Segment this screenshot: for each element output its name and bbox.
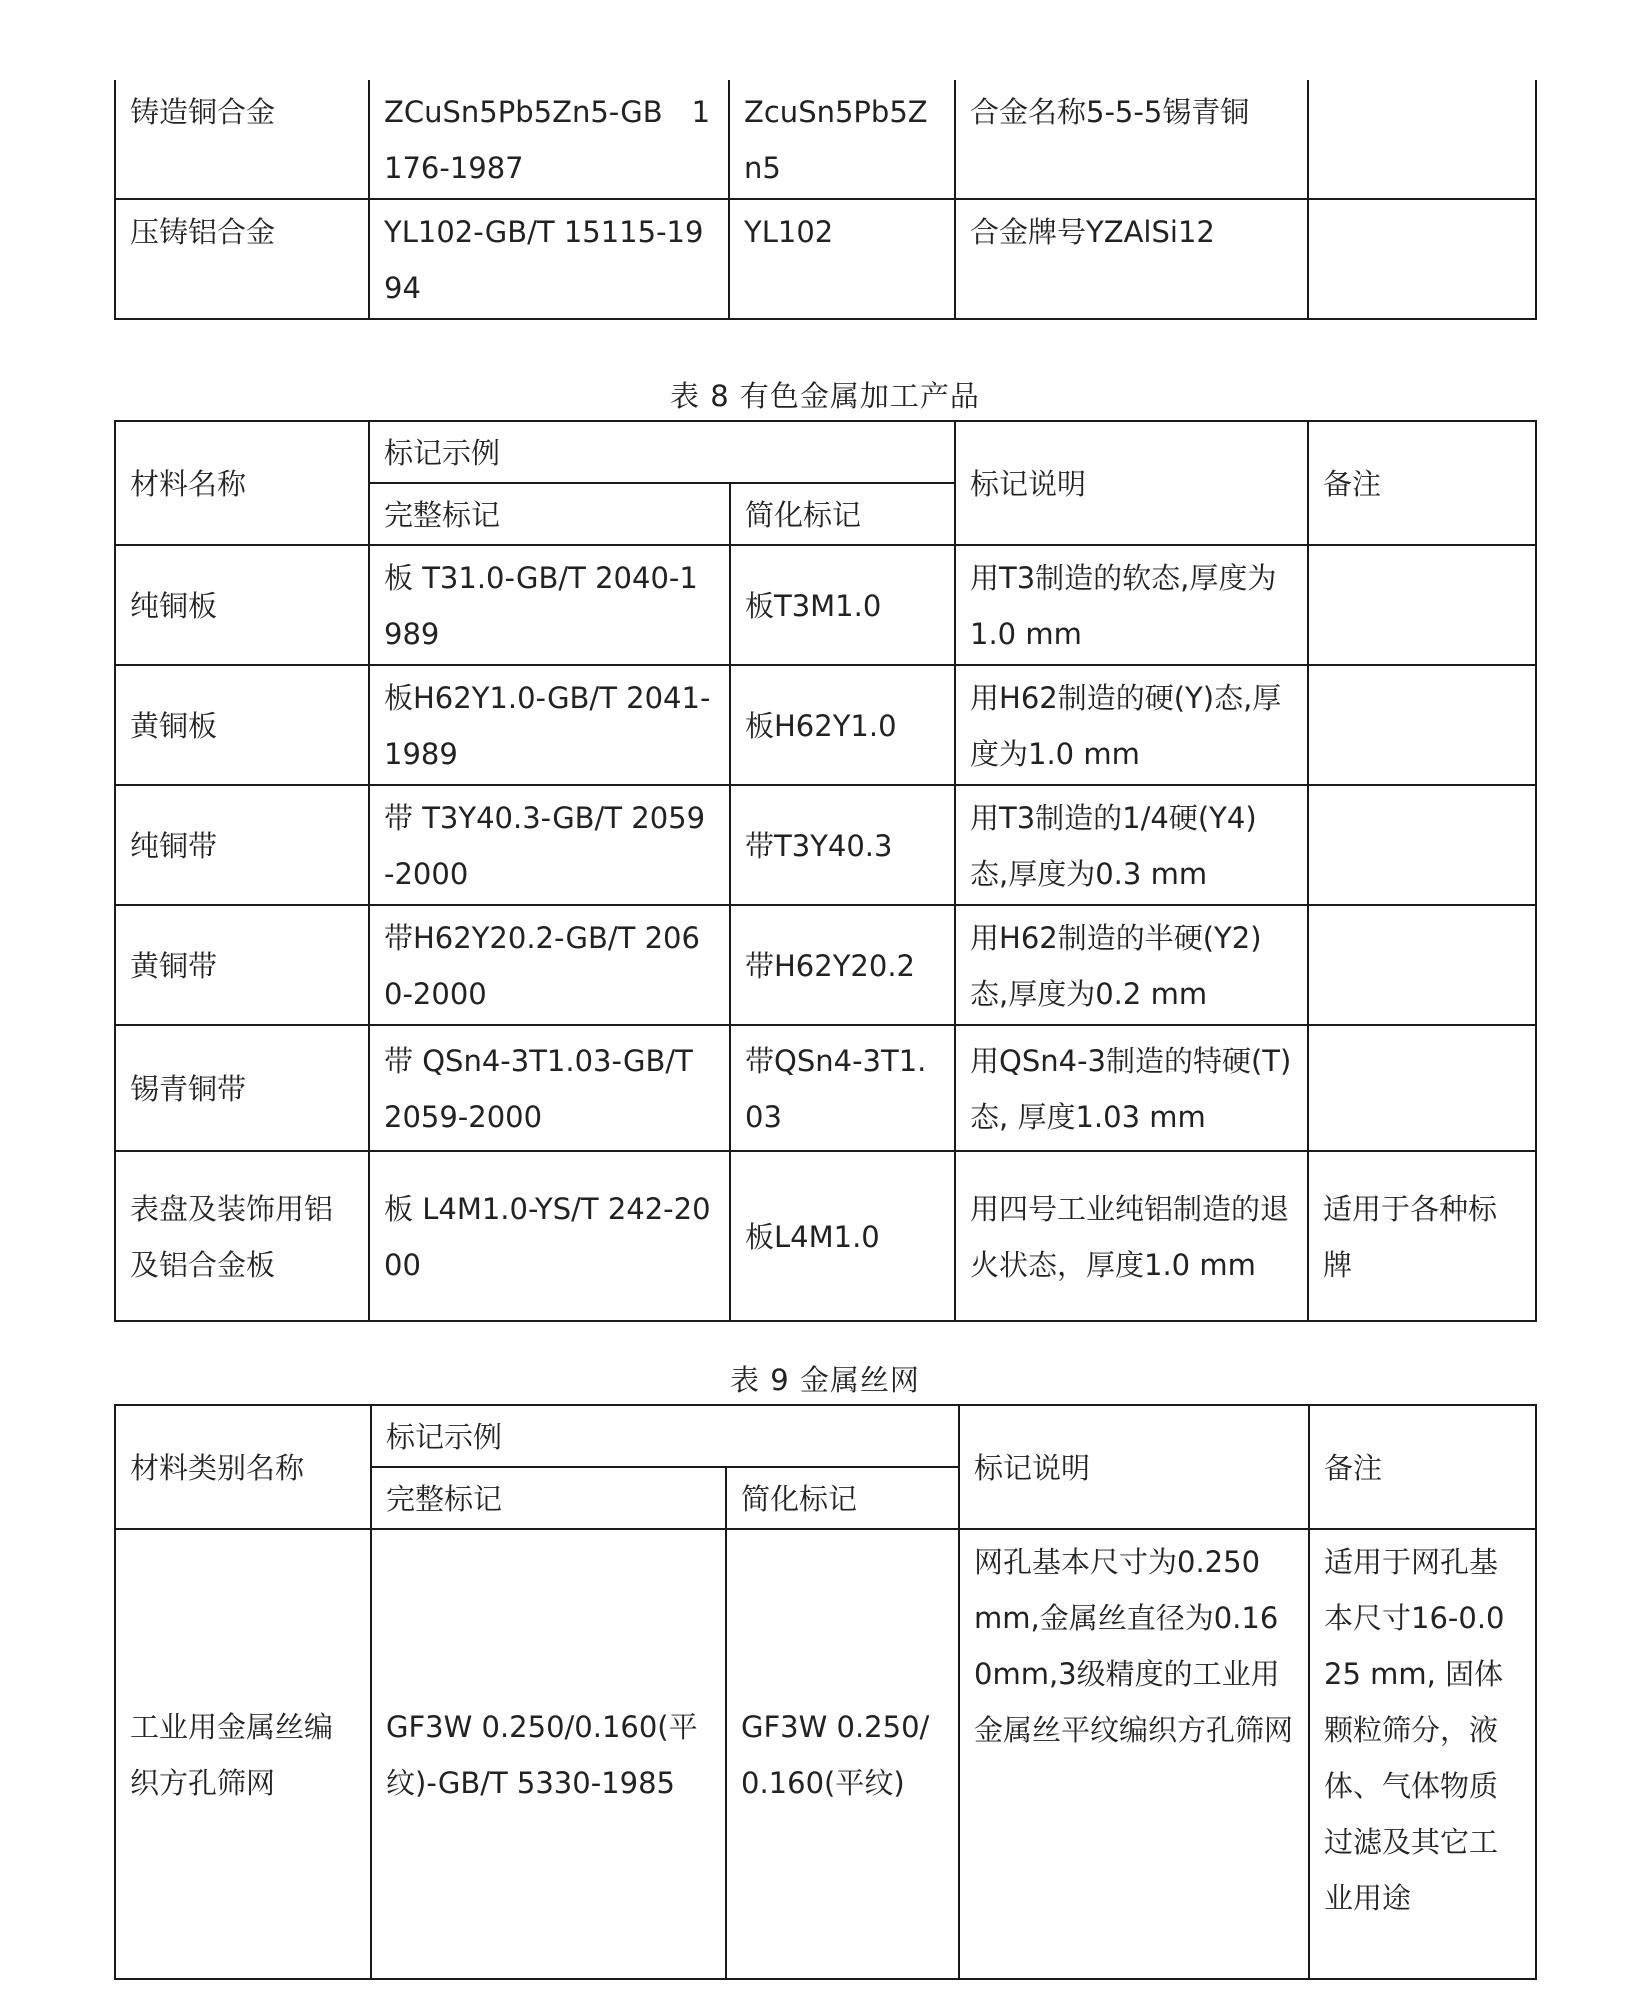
cell-short-mark: 板L4M1.0 [730,1151,955,1321]
header-note: 备注 [1309,1405,1536,1529]
cell-note [1308,80,1536,199]
table9 [114,1404,1537,1980]
header-short-mark: 简化标记 [726,1467,959,1529]
table8-caption: 表 8 有色金属加工产品 [670,379,980,413]
table-row [115,80,1536,199]
table8 [114,420,1537,1322]
cell-description: 用H62制造的半硬(Y2)态,厚度为0.2 mm [955,905,1308,1025]
cell-full-mark: 带 T3Y40.3-GB/T 2059-2000 [369,785,730,905]
cell-note [1308,1025,1536,1151]
header-full-mark: 完整标记 [369,483,730,545]
table-row [115,545,1536,665]
cell-short-mark: GF3W 0.250/0.160(平纹) [726,1529,959,1979]
table-row [115,1151,1536,1321]
table-header-row [115,421,1536,483]
table-continued [114,80,1537,320]
cell-description: 网孔基本尺寸为0.250 mm,金属丝直径为0.160mm,3级精度的工业用金属丝平纹编织方孔筛网 [959,1529,1309,1979]
cell-note: 适用于网孔基本尺寸16-0.025 mm, 固体颗粒筛分，液体、气体物质过滤及其它工业用途 [1309,1529,1536,1979]
header-full-mark: 完整标记 [371,1467,726,1529]
cell-full-mark: YL102-GB/T 15115-1994 [369,199,729,319]
cell-material: 工业用金属丝编织方孔筛网 [115,1529,371,1979]
cell-short-mark: ZcuSn5Pb5Zn5 [729,80,955,199]
cell-note [1308,199,1536,319]
cell-description: 合金名称5-5-5锡青铜 [955,80,1308,199]
header-material: 材料类别名称 [115,1405,371,1529]
cell-note [1308,905,1536,1025]
cell-description: 用QSn4-3制造的特硬(T)态, 厚度1.03 mm [955,1025,1308,1151]
cell-short-mark: 带QSn4-3T1.03 [730,1025,955,1151]
cell-description: 用四号工业纯铝制造的退火状态，厚度1.0 mm [955,1151,1308,1321]
header-example: 标记示例 [369,421,955,483]
cell-short-mark: 板H62Y1.0 [730,665,955,785]
table-row [115,199,1536,319]
cell-material: 黄铜板 [115,665,369,785]
cell-note: 适用于各种标牌 [1308,1151,1536,1321]
cell-material: 表盘及装饰用铝及铝合金板 [115,1151,369,1321]
table-row [115,665,1536,785]
header-description: 标记说明 [959,1405,1309,1529]
cell-full-mark: 带H62Y20.2-GB/T 2060-2000 [369,905,730,1025]
cell-full-mark: 板 L4M1.0-YS/T 242-2000 [369,1151,730,1321]
cell-material: 纯铜带 [115,785,369,905]
header-material: 材料名称 [115,421,369,545]
cell-material: 纯铜板 [115,545,369,665]
cell-full-mark: 板 T31.0-GB/T 2040-1989 [369,545,730,665]
cell-full-mark: 带 QSn4-3T1.03-GB/T 2059-2000 [369,1025,730,1151]
cell-full-mark: 板H62Y1.0-GB/T 2041-1989 [369,665,730,785]
table-row [115,1025,1536,1151]
cell-note [1308,665,1536,785]
cell-note [1308,785,1536,905]
cell-short-mark: 带T3Y40.3 [730,785,955,905]
cell-material: 黄铜带 [115,905,369,1025]
cell-material: 压铸铝合金 [115,199,369,319]
cell-material: 锡青铜带 [115,1025,369,1151]
table-row [115,1529,1536,1979]
header-note: 备注 [1308,421,1536,545]
table-row [115,785,1536,905]
cell-material: 铸造铜合金 [115,80,369,199]
cell-note [1308,545,1536,665]
cell-short-mark: 板T3M1.0 [730,545,955,665]
cell-short-mark: YL102 [729,199,955,319]
cell-full-mark: ZCuSn5Pb5Zn5-GB 1176-1987 [369,80,729,199]
cell-short-mark: 带H62Y20.2 [730,905,955,1025]
header-description: 标记说明 [955,421,1308,545]
header-example: 标记示例 [371,1405,959,1467]
table9-caption: 表 9 金属丝网 [730,1363,920,1397]
cell-full-mark: GF3W 0.250/0.160(平纹)-GB/T 5330-1985 [371,1529,726,1979]
cell-description: 用T3制造的1/4硬(Y4)态,厚度为0.3 mm [955,785,1308,905]
cell-description: 用H62制造的硬(Y)态,厚度为1.0 mm [955,665,1308,785]
header-short-mark: 简化标记 [730,483,955,545]
cell-description: 合金牌号YZAlSi12 [955,199,1308,319]
table-row [115,905,1536,1025]
table-header-row [115,1405,1536,1467]
cell-description: 用T3制造的软态,厚度为1.0 mm [955,545,1308,665]
